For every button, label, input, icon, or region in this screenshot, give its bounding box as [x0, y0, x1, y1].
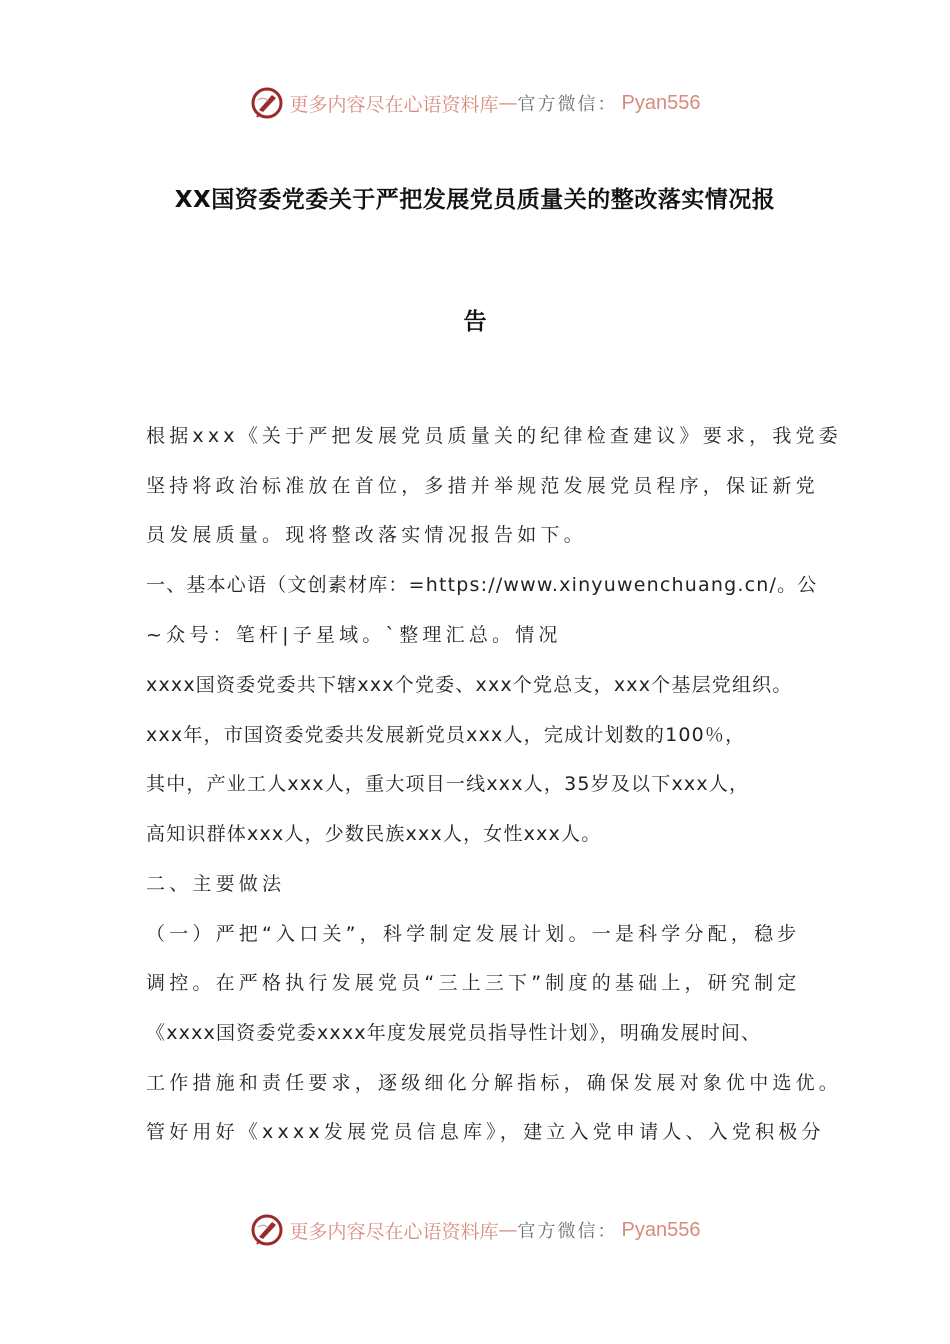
body-line: 其中，产业工人xxx人，重大项目一线xxx人，35岁及以下xxx人，	[146, 773, 750, 795]
document-title-line-1: XX国资委党委关于严把发展党员质量关的整改落实情况报	[174, 187, 776, 213]
body-line: 调控。在严格执行发展党员“三上三下”制度的基础上，研究制定	[146, 972, 801, 994]
header-watermark-banner	[0, 81, 950, 125]
banner-main-text: 更多内容尽在心语资料库	[289, 1220, 499, 1243]
body-line: 高知识群体xxx人，少数民族xxx人，女性xxx人。	[146, 823, 602, 845]
document-title-line-2: 告	[463, 309, 487, 335]
banner-wechat-id: Pyan556	[621, 1218, 701, 1241]
body-line: 员发展质量。现将整改落实情况报告如下。	[146, 524, 587, 546]
banner-dash: —	[498, 1219, 518, 1241]
banner-wechat-id: Pyan556	[621, 91, 701, 114]
banner-main-text: 更多内容尽在心语资料库	[289, 93, 499, 116]
quill-logo-icon	[250, 86, 284, 120]
body-line: 《xxxx国资委党委xxxx年度发展党员指导性计划》，明确发展时间、	[146, 1022, 762, 1044]
body-line: 根据xxx《关于严把发展党员质量关的纪律检查建议》要求，我党委	[146, 425, 842, 447]
body-line: ~众号：笔杆|子星域。`整理汇总。情况	[146, 624, 562, 646]
footer-watermark-banner	[0, 1208, 950, 1252]
banner-official-label: 官方微信：	[517, 1221, 618, 1242]
quill-logo-icon	[250, 1213, 284, 1247]
body-line: xxxx国资委党委共下辖xxx个党委、xxx个党总支，xxx个基层党组织。	[146, 674, 793, 696]
body-line: xxx年，市国资委党委共发展新党员xxx人，完成计划数的100％，	[146, 724, 746, 746]
body-line: 一、基本心语（文创素材库：=https://www.xinyuwenchuang.cn/。公	[146, 574, 818, 596]
banner-official-label: 官方微信：	[517, 94, 618, 115]
banner-dash: —	[498, 92, 518, 114]
body-line: 工作措施和责任要求，逐级细化分解指标，确保发展对象优中选优。	[146, 1072, 843, 1094]
body-line: （一）严把“入口关”，科学制定发展计划。一是科学分配，稳步	[146, 923, 801, 945]
body-line: 管好用好《xxxx发展党员信息库》，建立入党申请人、入党积极分	[146, 1121, 825, 1143]
body-line: 坚持将政治标准放在首位，多措并举规范发展党员程序，保证新党	[146, 475, 819, 497]
section-heading: 二、主要做法	[146, 873, 286, 895]
